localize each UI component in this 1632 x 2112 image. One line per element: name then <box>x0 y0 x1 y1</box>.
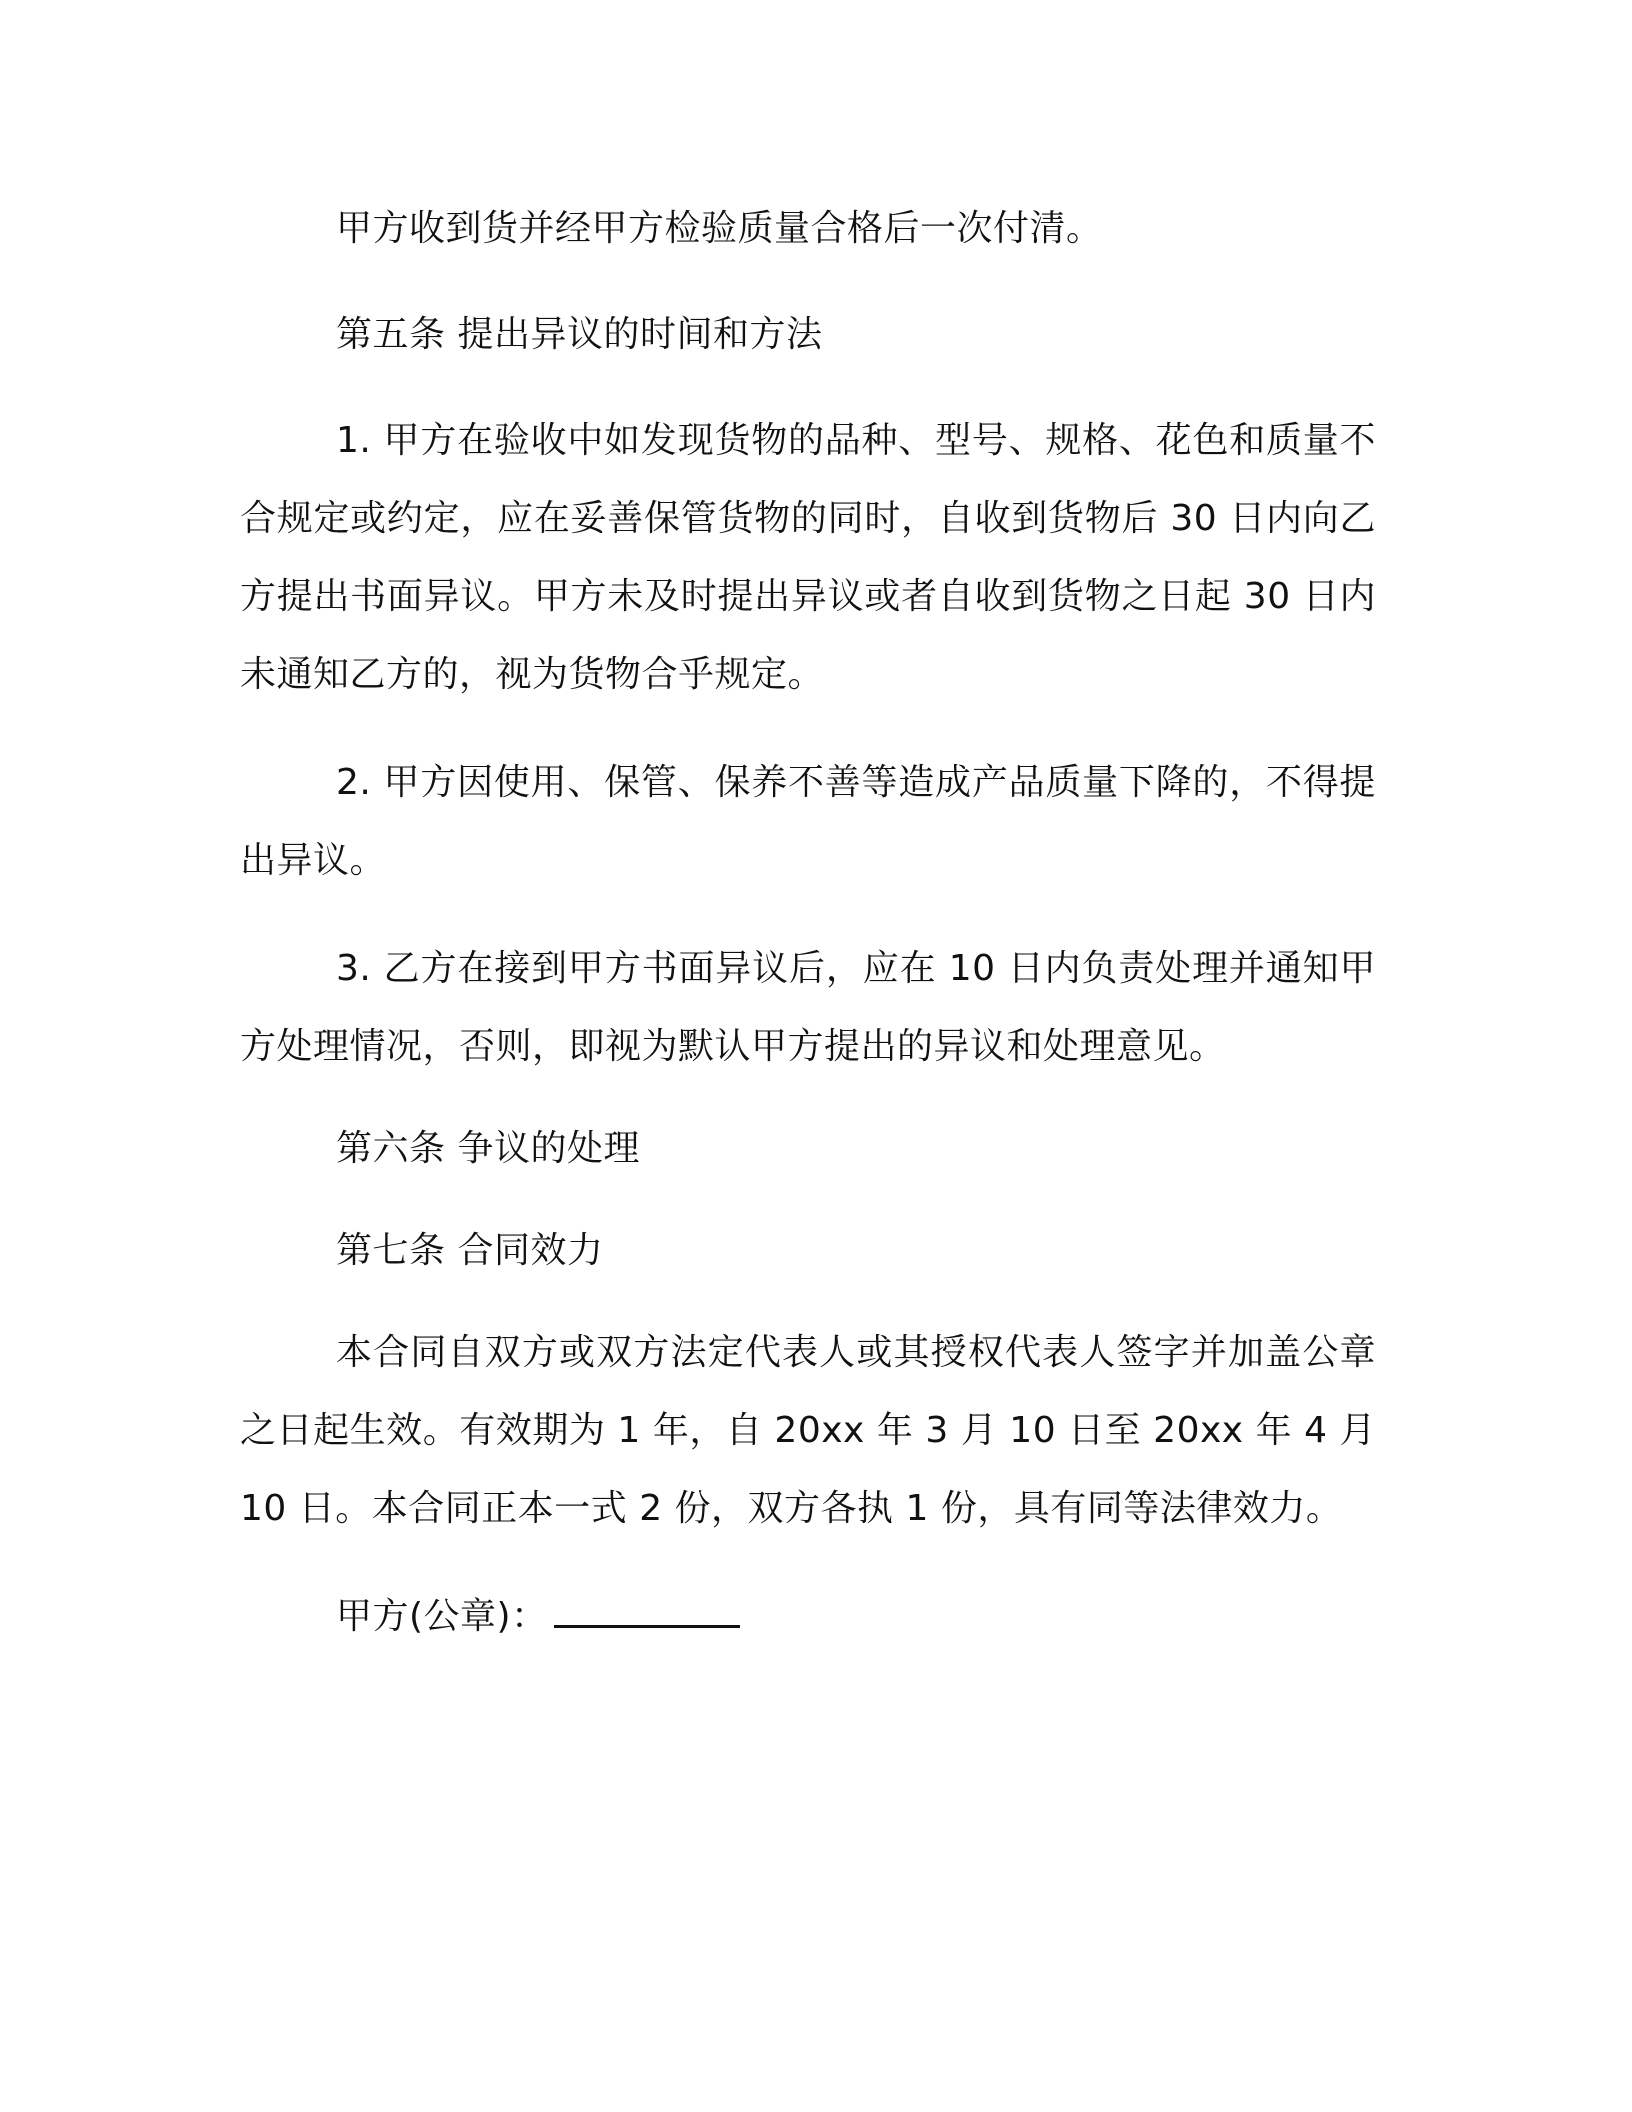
article-6-heading: 第六条 争议的处理 <box>336 1128 640 1169</box>
article-5-item-1: 1. 甲方在验收中如发现货物的品种、型号、规格、花色和质量不合规定或约定，应在妥善保管货物的同时，自收到货物后 30 日内向乙方提出书面异议。甲方未及时提出异议或者自收到货物之日起 30 日内未通知乙方的，视为货物合乎规定。 <box>240 420 1376 695</box>
article-5-item-2: 2. 甲方因使用、保管、保养不善等造成产品质量下降的，不得提出异议。 <box>240 762 1376 881</box>
party-a-signature-line <box>240 1578 1376 1656</box>
document-body <box>240 190 1376 1656</box>
party-a-signature-label: 甲方(公章)： <box>336 1596 548 1637</box>
article-5-item-3: 3. 乙方在接到甲方书面异议后，应在 10 日内负责处理并通知甲方处理情况，否则，即视为默认甲方提出的异议和处理意见。 <box>240 948 1376 1067</box>
payment-clause-paragraph: 甲方收到货并经甲方检验质量合格后一次付清。 <box>336 208 1103 249</box>
contract-validity-paragraph: 本合同自双方或双方法定代表人或其授权代表人签字并加盖公章之日起生效。有效期为 1 年，自 20xx 年 3 月 10 日至 20xx 年 4 月 10 日。本合同正本一式 2 份，双方各执 1 份，具有同等法律效力。 <box>240 1332 1376 1529</box>
signature-blank-line <box>554 1595 740 1628</box>
article-7-heading: 第七条 合同效力 <box>336 1230 604 1271</box>
article-5-heading: 第五条 提出异议的时间和方法 <box>336 314 823 355</box>
